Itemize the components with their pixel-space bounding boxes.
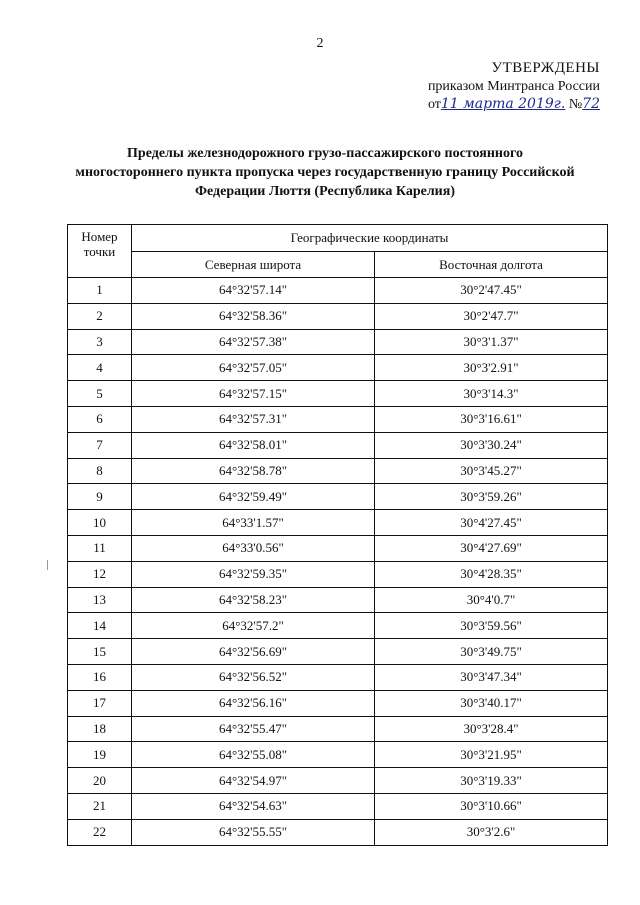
point-number-cell: 21 bbox=[68, 793, 132, 819]
latitude-cell: 64°32'56.16" bbox=[132, 690, 375, 716]
table-row bbox=[68, 329, 608, 355]
longitude-cell: 30°3'28.4" bbox=[375, 716, 608, 742]
table-row bbox=[68, 587, 608, 613]
longitude-cell: 30°3'10.66" bbox=[375, 793, 608, 819]
header-point-number: Номер точки bbox=[68, 225, 132, 278]
longitude-cell: 30°3'2.6" bbox=[375, 819, 608, 845]
longitude-cell: 30°4'27.69" bbox=[375, 535, 608, 561]
point-number-cell: 9 bbox=[68, 484, 132, 510]
header-geo-coordinates: Географические координаты bbox=[132, 225, 608, 252]
latitude-cell: 64°32'55.08" bbox=[132, 742, 375, 768]
header-latitude: Северная широта bbox=[132, 252, 375, 278]
latitude-cell: 64°32'54.97" bbox=[132, 768, 375, 794]
table-row bbox=[68, 639, 608, 665]
approval-heading: УТВЕРЖДЕНЫ bbox=[491, 60, 600, 76]
longitude-cell: 30°3'49.75" bbox=[375, 639, 608, 665]
table-row bbox=[68, 819, 608, 845]
latitude-cell: 64°32'57.14" bbox=[132, 278, 375, 304]
point-number-cell: 6 bbox=[68, 406, 132, 432]
table-row bbox=[68, 690, 608, 716]
longitude-cell: 30°3'47.34" bbox=[375, 664, 608, 690]
longitude-cell: 30°3'21.95" bbox=[375, 742, 608, 768]
point-number-cell: 1 bbox=[68, 278, 132, 304]
point-number-cell: 12 bbox=[68, 561, 132, 587]
title-line: Пределы железнодорожного грузо-пассажирского постоянного bbox=[127, 146, 523, 161]
latitude-cell: 64°32'58.23" bbox=[132, 587, 375, 613]
latitude-cell: 64°33'0.56" bbox=[132, 535, 375, 561]
title-line: Федерации Люття (Республика Карелия) bbox=[195, 184, 455, 199]
longitude-cell: 30°3'45.27" bbox=[375, 458, 608, 484]
table-row bbox=[68, 510, 608, 536]
longitude-cell: 30°3'59.26" bbox=[375, 484, 608, 510]
longitude-cell: 30°3'1.37" bbox=[375, 329, 608, 355]
latitude-cell: 64°32'57.38" bbox=[132, 329, 375, 355]
table-row bbox=[68, 793, 608, 819]
point-number-cell: 3 bbox=[68, 329, 132, 355]
handwritten-number: 72 bbox=[582, 96, 600, 112]
latitude-cell: 64°32'57.31" bbox=[132, 406, 375, 432]
point-number-cell: 11 bbox=[68, 535, 132, 561]
point-number-cell: 4 bbox=[68, 355, 132, 381]
longitude-cell: 30°4'27.45" bbox=[375, 510, 608, 536]
longitude-cell: 30°3'16.61" bbox=[375, 406, 608, 432]
point-number-cell: 22 bbox=[68, 819, 132, 845]
table-row bbox=[68, 742, 608, 768]
table-row bbox=[68, 484, 608, 510]
latitude-cell: 64°32'56.52" bbox=[132, 664, 375, 690]
table-row bbox=[68, 613, 608, 639]
scan-mark bbox=[47, 560, 48, 570]
latitude-cell: 64°32'58.78" bbox=[132, 458, 375, 484]
longitude-cell: 30°3'19.33" bbox=[375, 768, 608, 794]
page-number: 2 bbox=[316, 36, 324, 51]
table-row bbox=[68, 561, 608, 587]
latitude-cell: 64°32'55.47" bbox=[132, 716, 375, 742]
point-number-cell: 18 bbox=[68, 716, 132, 742]
table-body bbox=[68, 278, 608, 846]
approval-block bbox=[400, 60, 600, 113]
latitude-cell: 64°32'55.55" bbox=[132, 819, 375, 845]
point-number-cell: 14 bbox=[68, 613, 132, 639]
table-row bbox=[68, 381, 608, 407]
point-number-cell: 10 bbox=[68, 510, 132, 536]
latitude-cell: 64°32'59.49" bbox=[132, 484, 375, 510]
longitude-cell: 30°3'40.17" bbox=[375, 690, 608, 716]
date-prefix: от bbox=[427, 97, 441, 112]
longitude-cell: 30°3'2.91" bbox=[375, 355, 608, 381]
latitude-cell: 64°32'57.2" bbox=[132, 613, 375, 639]
table-row bbox=[68, 716, 608, 742]
approval-order-line: приказом Минтранса России bbox=[427, 79, 600, 94]
point-number-cell: 17 bbox=[68, 690, 132, 716]
longitude-cell: 30°2'47.45" bbox=[375, 278, 608, 304]
title-line: многостороннего пункта пропуска через государственную границу Российской bbox=[75, 165, 575, 180]
point-number-cell: 16 bbox=[68, 664, 132, 690]
point-number-cell: 5 bbox=[68, 381, 132, 407]
point-number-cell: 8 bbox=[68, 458, 132, 484]
table-row bbox=[68, 535, 608, 561]
point-number-cell: 13 bbox=[68, 587, 132, 613]
point-number-cell: 20 bbox=[68, 768, 132, 794]
table-row bbox=[68, 355, 608, 381]
latitude-cell: 64°32'54.63" bbox=[132, 793, 375, 819]
latitude-cell: 64°32'57.15" bbox=[132, 381, 375, 407]
table-row bbox=[68, 664, 608, 690]
header-longitude: Восточная долгота bbox=[375, 252, 608, 278]
coordinates-table bbox=[67, 224, 608, 846]
longitude-cell: 30°3'14.3" bbox=[375, 381, 608, 407]
point-number-cell: 7 bbox=[68, 432, 132, 458]
longitude-cell: 30°3'59.56" bbox=[375, 613, 608, 639]
latitude-cell: 64°32'58.36" bbox=[132, 303, 375, 329]
longitude-cell: 30°4'28.35" bbox=[375, 561, 608, 587]
longitude-cell: 30°2'47.7" bbox=[375, 303, 608, 329]
table-row bbox=[68, 278, 608, 304]
latitude-cell: 64°32'57.05" bbox=[132, 355, 375, 381]
longitude-cell: 30°4'0.7" bbox=[375, 587, 608, 613]
table-row bbox=[68, 432, 608, 458]
table-row bbox=[68, 303, 608, 329]
latitude-cell: 64°32'56.69" bbox=[132, 639, 375, 665]
approval-date-line bbox=[400, 96, 600, 113]
latitude-cell: 64°32'58.01" bbox=[132, 432, 375, 458]
document-title bbox=[40, 144, 610, 201]
handwritten-date: 11 марта 2019г. bbox=[440, 96, 566, 112]
table-row bbox=[68, 458, 608, 484]
table-row bbox=[68, 406, 608, 432]
latitude-cell: 64°33'1.57" bbox=[132, 510, 375, 536]
table-row bbox=[68, 768, 608, 794]
point-number-cell: 19 bbox=[68, 742, 132, 768]
point-number-cell: 2 bbox=[68, 303, 132, 329]
longitude-cell: 30°3'30.24" bbox=[375, 432, 608, 458]
latitude-cell: 64°32'59.35" bbox=[132, 561, 375, 587]
point-number-cell: 15 bbox=[68, 639, 132, 665]
number-prefix: № bbox=[568, 97, 583, 112]
